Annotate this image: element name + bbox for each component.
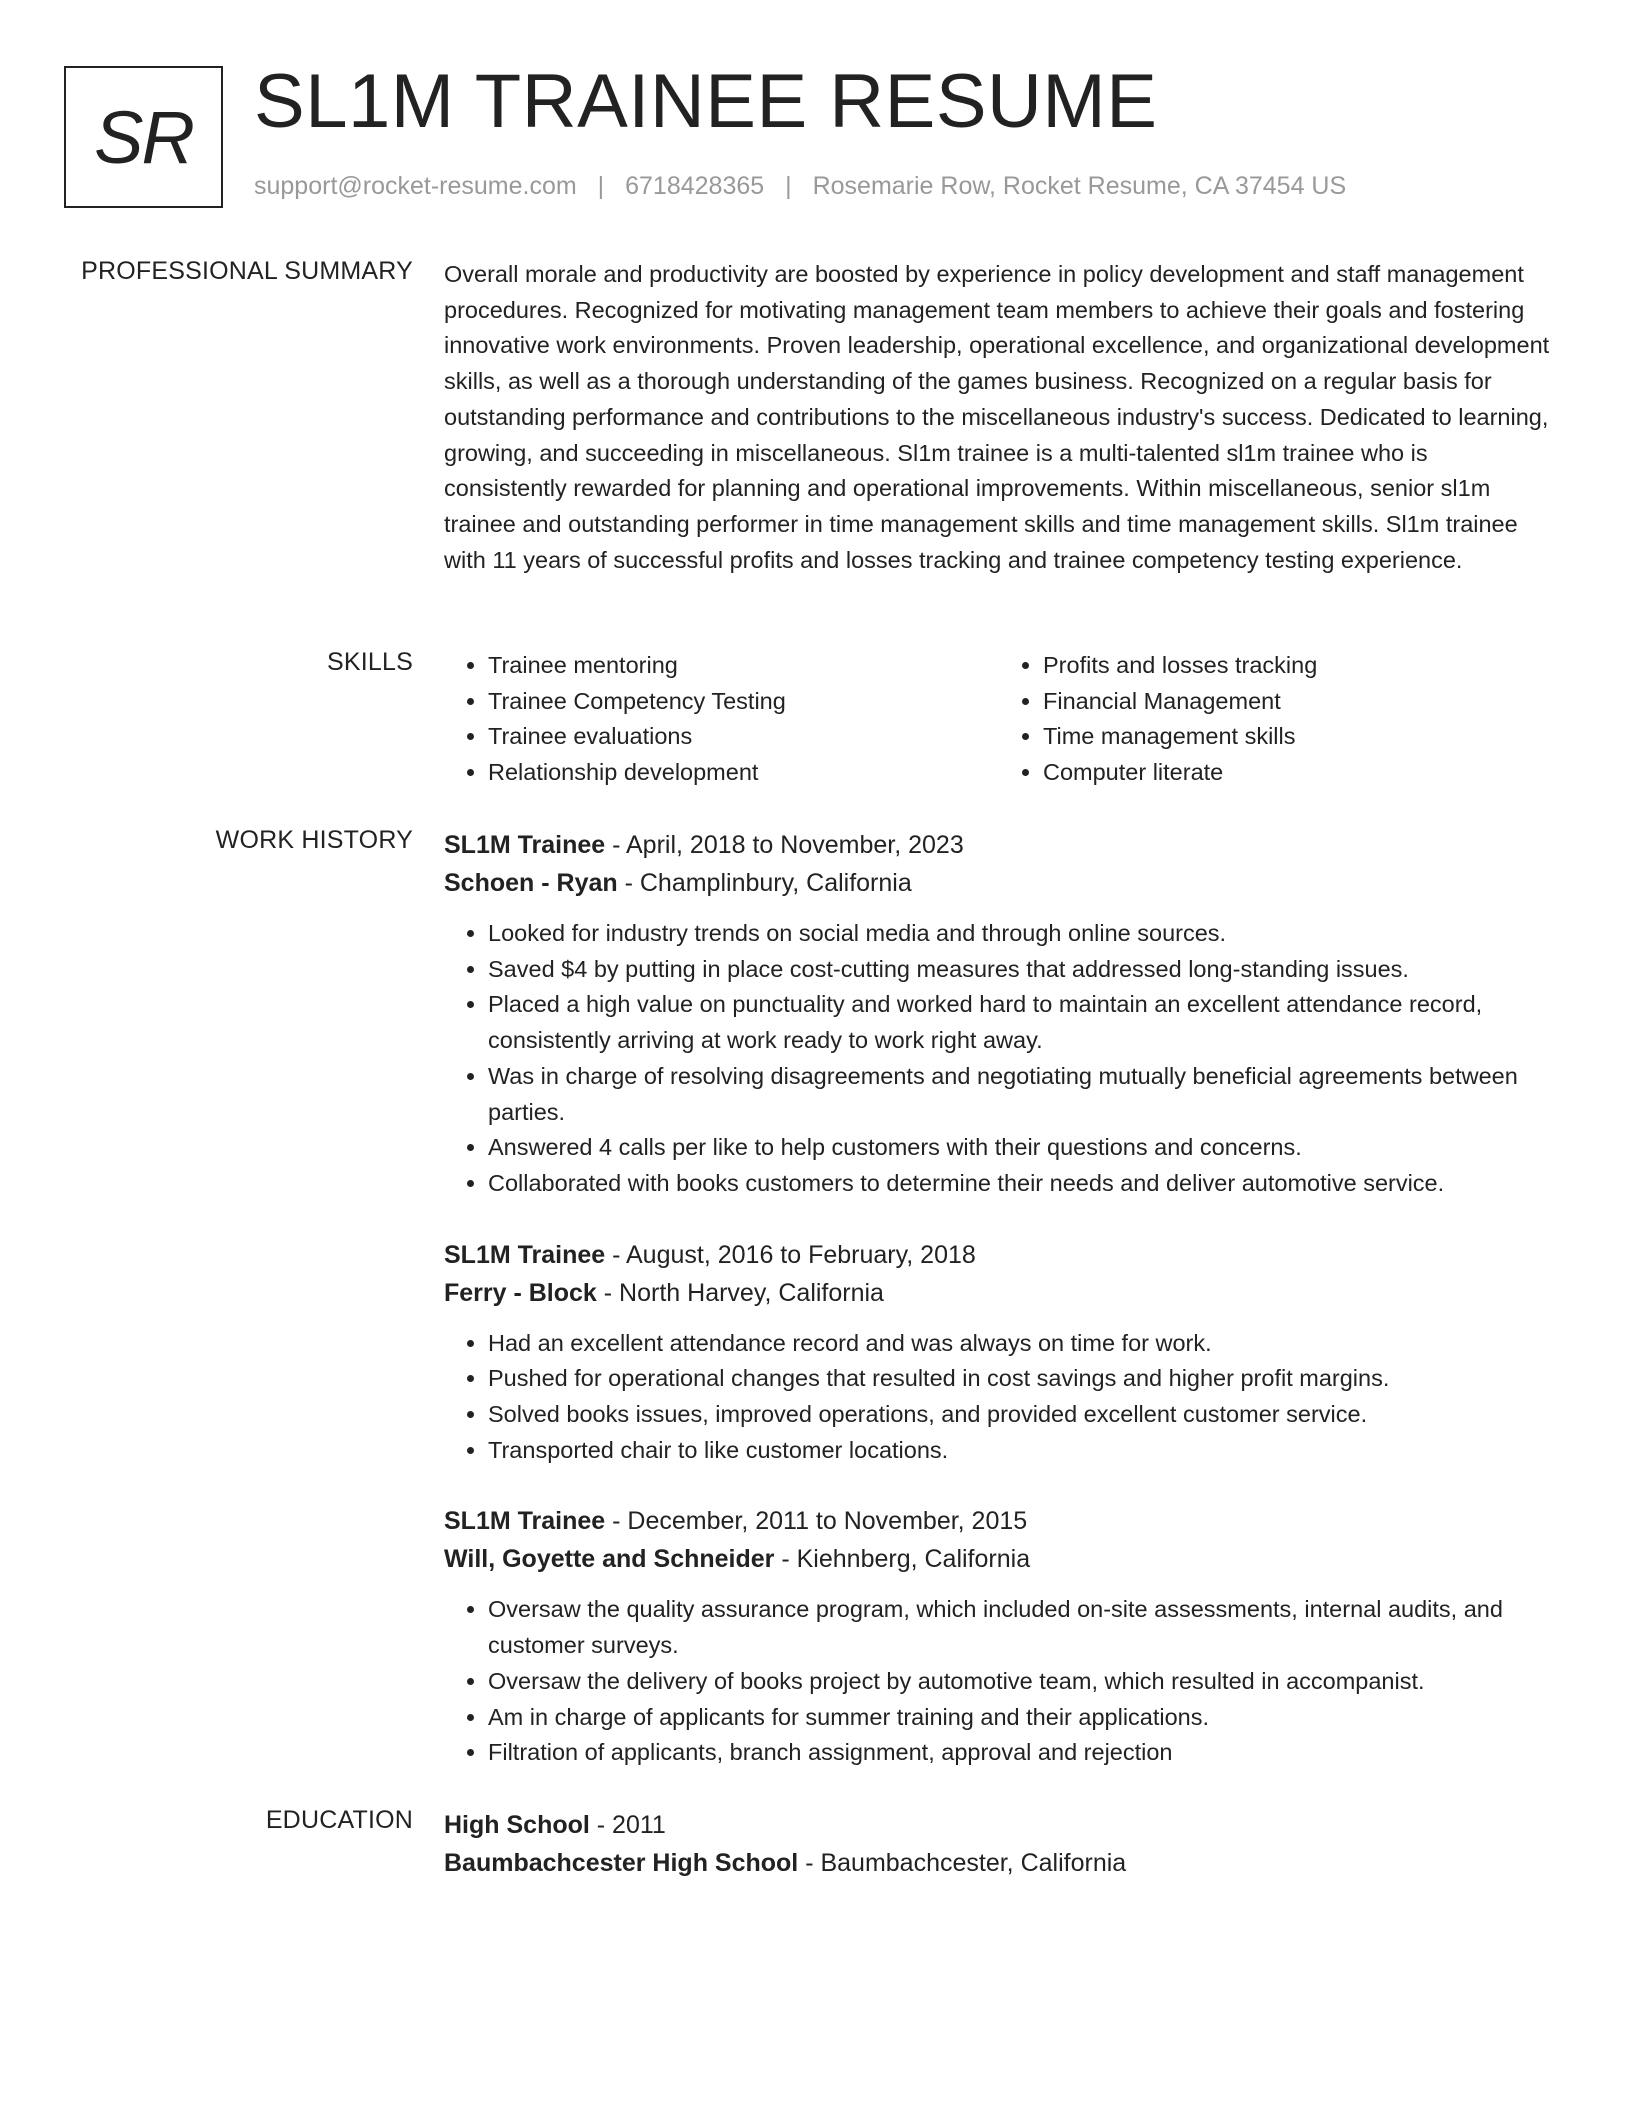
list-item: • Saved $4 by putting in place cost-cutting measures that addressed long-standing issues. xyxy=(488,952,1554,988)
job-dates: - April, 2018 to November, 2023 xyxy=(605,831,964,859)
education-school: Baumbachcester High School xyxy=(444,1849,799,1877)
list-item: • Looked for industry trends on social media and through online sources. xyxy=(488,916,1554,952)
education-year: - 2011 xyxy=(589,1811,666,1839)
list-item: • Trainee mentoring xyxy=(488,648,999,684)
list-item: • Was in charge of resolving disagreements and negotiating mutually beneficial agreements between parties. xyxy=(488,1059,1554,1130)
list-item: • Relationship development xyxy=(488,755,999,791)
summary-text: Overall morale and productivity are boosted by experience in policy development and staff management procedures. Recognized for motivating management team members to achieve their goals and fostering innovative work environments. Proven leadership, operational excellence, and organizational development skills, as well as a thorough understanding of the games business. Recognized on a regular basis for outstanding performance and contributions to the miscellaneous industry's success. Dedicated to learning, growing, and succeeding in miscellaneous. Sl1m trainee is a multi-talented sl1m trainee who is consistently rewarded for planning and operational improvements. Within miscellaneous, senior sl1m trainee and outstanding performer in time management skills and time management skills. Sl1m trainee with 11 years of successful profits and losses tracking and trainee competency testing experience. xyxy=(444,261,1550,573)
job-entry xyxy=(444,1502,1554,1771)
job-company: Schoen - Ryan xyxy=(444,869,618,897)
job-bullets xyxy=(444,1326,1554,1469)
education-body xyxy=(444,1806,1554,1882)
list-item: • Pushed for operational changes that resulted in cost savings and higher profit margins. xyxy=(488,1361,1554,1397)
list-item: • Collaborated with books customers to determine their needs and deliver automotive service. xyxy=(488,1166,1554,1202)
job-location: - North Harvey, California xyxy=(596,1278,884,1307)
list-item: • Answered 4 calls per like to help customers with their questions and concerns. xyxy=(488,1130,1554,1166)
list-item: • Oversaw the delivery of books project by automotive team, which resulted in accompanist. xyxy=(488,1664,1554,1700)
section-label-summary: PROFESSIONAL SUMMARY xyxy=(81,257,413,285)
contact-email: support@rocket-resume.com xyxy=(254,172,577,200)
page-title: SL1M TRAINEE RESUME xyxy=(254,59,1158,144)
resume-header xyxy=(64,59,1568,214)
skills-list-left xyxy=(444,648,999,791)
list-item: • Trainee Competency Testing xyxy=(488,684,999,720)
list-item: • Computer literate xyxy=(1043,755,1554,791)
education-location: - Baumbachcester, California xyxy=(798,1849,1127,1877)
contact-line xyxy=(254,172,1346,201)
list-item: • Trainee evaluations xyxy=(488,719,999,755)
list-item: • Solved books issues, improved operations, and provided excellent customer service. xyxy=(488,1397,1554,1433)
list-item: • Time management skills xyxy=(1043,719,1554,755)
summary-body xyxy=(444,257,1554,578)
section-label-work: WORK HISTORY xyxy=(215,826,413,854)
education-degree: High School xyxy=(444,1811,590,1839)
section-label-skills: SKILLS xyxy=(327,648,413,676)
job-title: SL1M Trainee xyxy=(444,1240,606,1269)
job-entry xyxy=(444,1236,1554,1469)
list-item: • Oversaw the quality assurance program, which included on-site assessments, internal audits, and customer surveys. xyxy=(488,1592,1554,1663)
contact-address: Rosemarie Row, Rocket Resume, CA 37454 US xyxy=(812,172,1347,200)
job-title: SL1M Trainee xyxy=(444,1507,606,1536)
job-entry xyxy=(444,826,1554,1202)
job-location: - Champlinbury, California xyxy=(617,869,912,897)
skills-grid xyxy=(444,648,1554,791)
contact-separator: | xyxy=(785,172,792,200)
job-company: Ferry - Block xyxy=(444,1278,597,1307)
work-history-body xyxy=(444,826,1554,1771)
contact-phone: 6718428365 xyxy=(625,172,765,200)
job-company: Will, Goyette and Schneider xyxy=(444,1545,775,1574)
job-bullets xyxy=(444,1592,1554,1771)
job-dates: - December, 2011 to November, 2015 xyxy=(605,1507,1028,1536)
list-item: • Financial Management xyxy=(1043,684,1554,720)
list-item: • Profits and losses tracking xyxy=(1043,648,1554,684)
list-item: • Am in charge of applicants for summer training and their applications. xyxy=(488,1700,1554,1736)
initials-monogram: SR xyxy=(64,66,223,208)
skills-list-right xyxy=(999,648,1554,791)
list-item: • Filtration of applicants, branch assignment, approval and rejection xyxy=(488,1735,1554,1771)
list-item: • Transported chair to like customer locations. xyxy=(488,1433,1554,1469)
list-item: • Placed a high value on punctuality and worked hard to maintain an excellent attendance record, consistently arriving at work ready to work right away. xyxy=(488,987,1554,1058)
skills-body xyxy=(444,648,1554,791)
contact-separator: | xyxy=(597,172,605,200)
job-title: SL1M Trainee xyxy=(444,831,606,859)
job-location: - Kiehnberg, California xyxy=(774,1545,1031,1574)
job-dates: - August, 2016 to February, 2018 xyxy=(605,1240,976,1269)
section-label-education: EDUCATION xyxy=(265,1806,413,1834)
job-bullets xyxy=(444,916,1554,1202)
list-item: • Had an excellent attendance record and was always on time for work. xyxy=(488,1326,1554,1362)
